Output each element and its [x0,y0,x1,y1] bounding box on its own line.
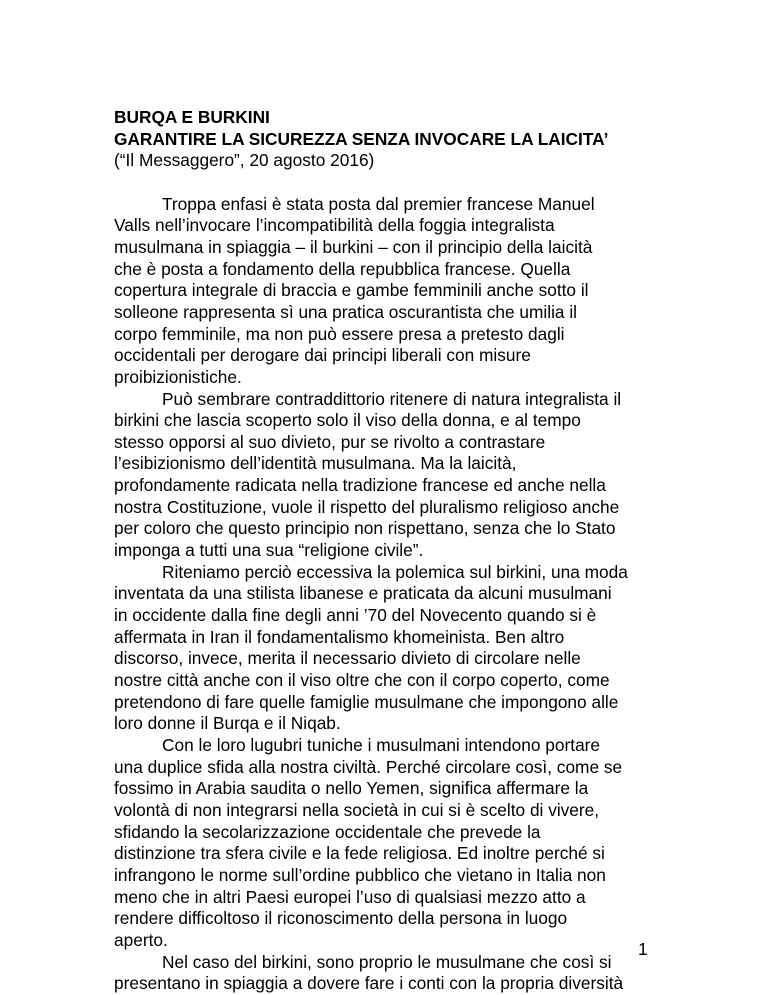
body-text-line: nostra Costituzione, vuole il rispetto del pluralismo religioso anche [114,496,620,517]
document-body [114,194,659,995]
body-text-line: sfidando la secolarizzazione occidentale che prevede la [114,821,541,842]
body-text-line: aperto. [114,929,168,950]
body-text-line: corpo femminile, ma non può essere presa a pretesto dagli [114,323,565,344]
body-text-line: profondamente radicata nella tradizione francese ed anche nella [114,475,606,496]
body-text-line: nostre città anche con il viso oltre che con il corpo coperto, come [114,670,610,691]
body-text-line: loro donne il Burqa e il Niqab. [114,713,341,734]
document-title-line-1: BURQA E BURKINI [114,107,270,127]
body-text-line: Può sembrare contraddittorio ritenere di natura integralista il [162,388,622,409]
body-text-line: proibizionistiche. [114,366,242,387]
body-text-line: che è posta a fondamento della repubblica francese. Quella [114,258,571,279]
body-text-line: inventata da una stilista libanese e praticata da alcuni musulmani [114,583,612,604]
body-text-line: Troppa enfasi è stata posta dal premier francese Manuel [162,193,595,214]
body-text-line: solleone rappresenta sì una pratica oscurantista che umilia il [114,301,578,322]
body-text-line: musulmana in spiaggia – il burkini – con il principio della laicità [114,236,593,257]
blank-line [114,172,659,194]
body-text-line: una duplice sfida alla nostra civiltà. Perché circolare così, come se [114,756,623,777]
body-text-line: in occidente dalla fine degli anni ’70 del Novecento quando si è [114,605,597,626]
body-text-line: stesso opporsi al suo divieto, pur se rivolto a contrastare [114,431,546,452]
body-text-line: affermata in Iran il fondamentalismo khomeinista. Ben altro [114,626,565,647]
body-text-line: infrangono le norme sull’ordine pubblico che vietano in Italia non [114,864,606,885]
body-text-line: distinzione tra sfera civile e la fede religiosa. Ed inoltre perché si [114,843,605,864]
body-text-line: discorso, invece, merita il necessario divieto di circolare nelle [114,648,581,669]
body-text-line: per coloro che questo principio non rispettano, senza che lo Stato [114,518,616,539]
body-text-line: occidentali per derogare dai principi liberali con misure [114,345,531,366]
body-text-line: rendere difficoltoso il riconoscimento della persona in luogo [114,908,568,929]
body-text-line: volontà di non integrarsi nella società in cui si è scelto di vivere, [114,799,600,820]
body-text-line: l’esibizionismo dell’identità musulmana. Ma la laicità, [114,453,517,474]
body-text-line: Nel caso del birkini, sono proprio le musulmane che così si [162,951,612,972]
body-text-line: Riteniamo perciò eccessiva la polemica sul birkini, una moda [162,561,628,582]
body-text-line: presentano in spiaggia a dovere fare i conti con la propria diversità [114,973,624,994]
body-text-line: Valls nell’invocare l’incompatibilità della foggia integralista [114,215,555,236]
body-text-line: birkini che lascia scoperto solo il viso della donna, e al tempo [114,410,581,431]
body-text-line: pretendono di fare quelle famiglie musulmane che impongono alle [114,691,619,712]
body-text-line: fossimo in Arabia saudita o nello Yemen, significa affermare la [114,778,589,799]
document-page [114,107,659,995]
page-number: 1 [638,939,648,959]
body-text-line: imponga a tutti una sua “religione civile”. [114,540,424,561]
body-text-line: copertura integrale di braccia e gambe femminili anche sotto il [114,280,589,301]
document-source: (“Il Messaggero”, 20 agosto 2016) [114,150,375,171]
document-title-line-2: GARANTIRE LA SICUREZZA SENZA INVOCARE LA LAICITA’ [114,128,609,149]
body-text-line: Con le loro lugubri tuniche i musulmani intendono portare [162,735,601,756]
body-text-line: meno che in altri Paesi europei l’uso di qualsiasi mezzo atto a [114,886,586,907]
